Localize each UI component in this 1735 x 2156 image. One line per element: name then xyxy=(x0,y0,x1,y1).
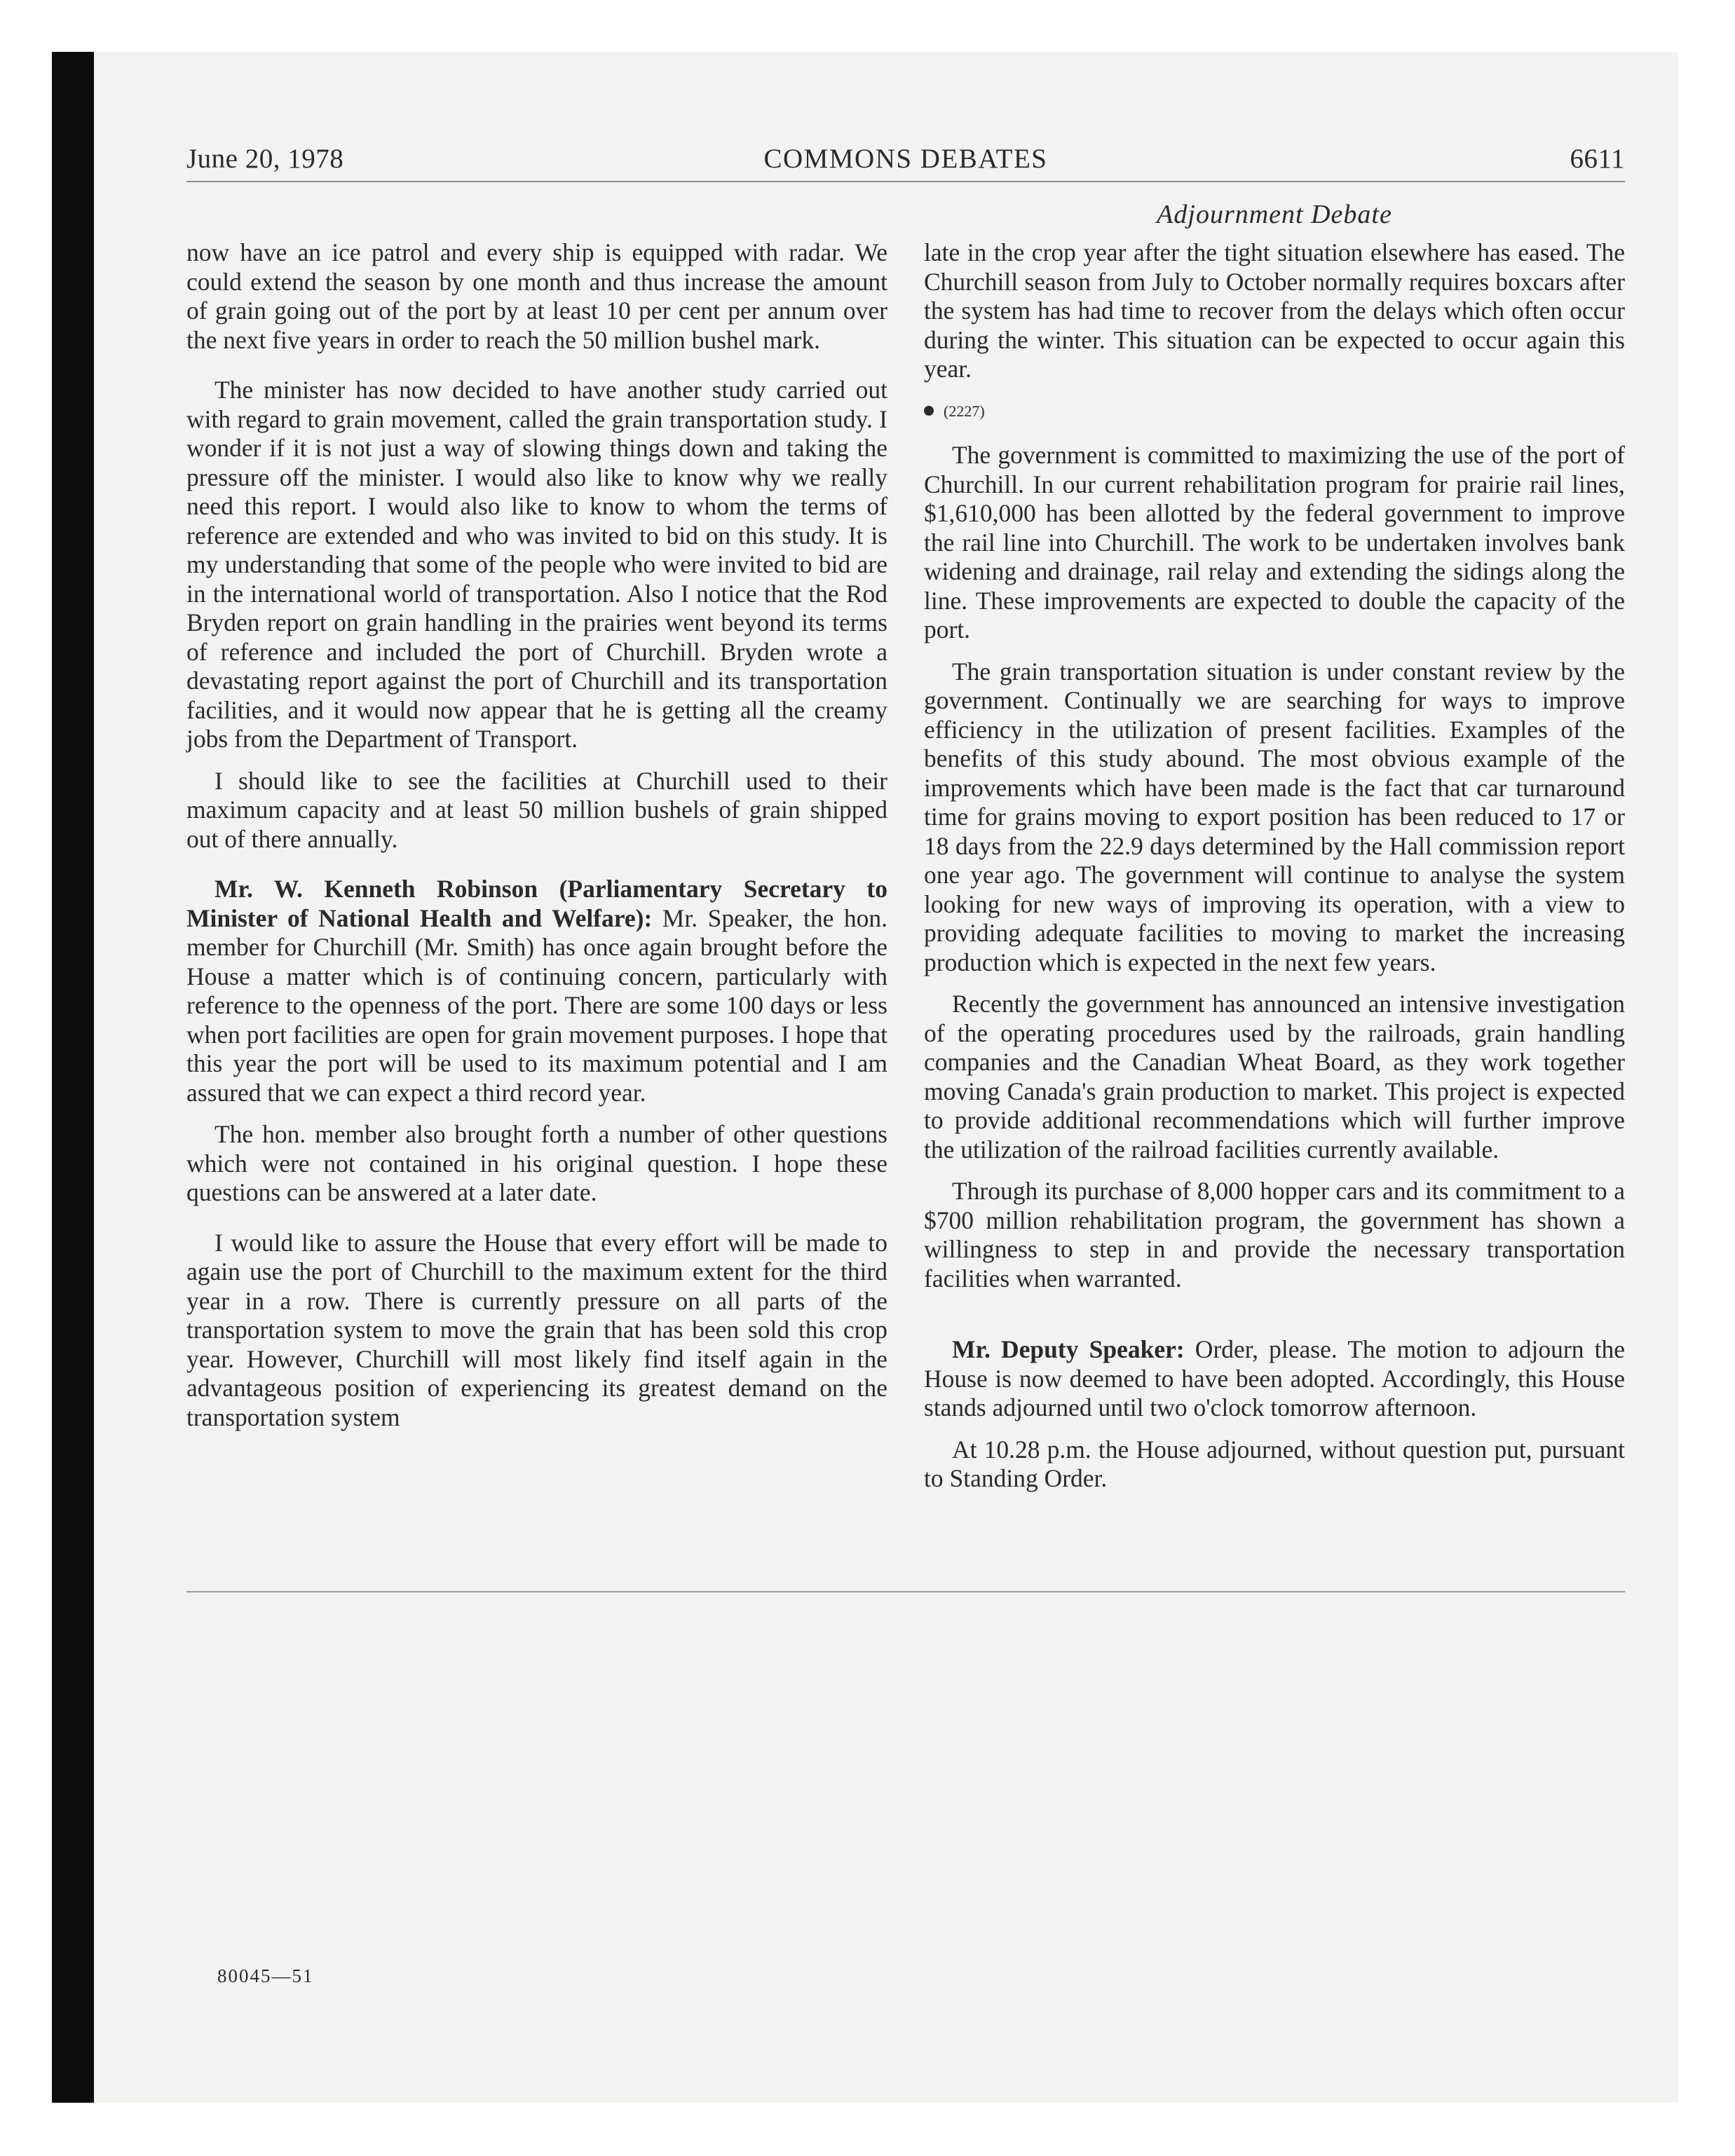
paragraph: I should like to see the facilities at Churchill used to their maximum capacity and at least 50 million bushels of grain shipped out of there annually. xyxy=(186,766,887,853)
paragraph: late in the crop year after the tight situation elsewhere has eased. The Churchill season from July to October normally requires boxcars after the system has had time to recover from the delays which often occur during the winter. This situation can be expected to occur again this year. xyxy=(924,238,1625,383)
publication-title: COMMONS DEBATES xyxy=(763,144,1048,174)
paragraph: The government is committed to maximizing the use of the port of Churchill. In our current rehabilitation program for prairie rail lines, $1,610,000 has been allotted by the federal government to improve the rail line into Churchill. The work to be undertaken involves bank widening and drainage, rail relay and extending the sidings along the line. These improvements are expected to double the capacity of the port. xyxy=(924,441,1625,643)
paragraph: now have an ice patrol and every ship is equipped with radar. We could extend the season by one month and thus increase the amount of grain going out of the port by at least 10 per cent per annum over the next five years in order to reach the 50 million bushel mark. xyxy=(186,238,887,354)
page-header xyxy=(186,143,1625,182)
paragraph: At 10.28 p.m. the House adjourned, without question put, pursuant to Standing Order. xyxy=(924,1435,1625,1492)
paragraph: Recently the government has announced an intensive investigation of the operating procedures used by the railroads, grain handling companies and the Canadian Wheat Board, as they work together moving Canada's grain production to market. This project is expected to provide additional recommendations which will further improve the utilization of the railroad facilities currently available. xyxy=(924,990,1625,1164)
running-head: Adjournment Debate xyxy=(1157,200,1392,229)
speech-text: Order, please. The motion to adjourn the House is now deemed to have been adopted. Accordingly, this House stands adjourned until two o'clock tomorrow afternoon. xyxy=(924,1335,1625,1421)
speech-paragraph xyxy=(186,875,887,1107)
paragraph: The hon. member also brought forth a number of other questions which were not contained in his original question. I hope these questions can be answered at a later date. xyxy=(186,1120,887,1206)
left-column xyxy=(186,238,887,1445)
speech-text: Mr. Speaker, the hon. member for Churchill (Mr. Smith) has once again brought before the House a matter which is of continuing concern, particularly with reference to the openness of the port. There are some 100 days or less when port facilities are open for grain movement purposes. I hope that this year the port will be used to its maximum potential and I am assured that we can expect a third record year. xyxy=(186,903,887,1107)
binding-edge xyxy=(52,52,94,2103)
paragraph: The minister has now decided to have another study carried out with regard to grain movement, called the grain transportation study. I wonder if it is not just a way of slowing things down and taking the pressure off the minister. I would also like to know why we really need this report. I would also like to know to whom the terms of reference are extended and who was invited to bid on this study. It is my understanding that some of the people who were invited to bid are in the international world of transportation. Also I notice that the Rod Bryden report on grain handling in the prairies went beyond its terms of reference and included the port of Churchill. Bryden wrote a devastating report against the port of Churchill and its transportation facilities, and it would now appear that he is getting all the creamy jobs from the Department of Transport. xyxy=(186,376,887,753)
speech-paragraph xyxy=(924,1335,1625,1423)
bullet-icon xyxy=(924,406,934,416)
speaker-name: Mr. Deputy Speaker: xyxy=(952,1335,1185,1363)
header-date: June 20, 1978 xyxy=(186,144,344,174)
paragraph: I would like to assure the House that every effort will be made to again use the port of Churchill to the maximum extent for the third year in a row. There is currently pressure on all parts of the transportation system to move the grain that has been sold this crop year. However, Churchill will most likely find itself again in the advantageous position of experiencing its greatest demand on the transportation system xyxy=(186,1228,887,1431)
time-marker xyxy=(924,397,1625,426)
footer-rule xyxy=(186,1591,1625,1592)
speaker-name: Mr. W. Kenneth Robinson (Parliamentary Secretary to Minister of National Health and Welfare): xyxy=(186,875,887,932)
printer-code: 80045—51 xyxy=(217,1965,314,1986)
time-marker-label: (2227) xyxy=(944,402,985,420)
header-rule xyxy=(186,181,1625,182)
paragraph: The grain transportation situation is under constant review by the government. Continually we are searching for ways to improve efficiency in the utilization of present facilities. Examples of the benefits of this study abound. The most obvious example of the improvements which have been made is the fact that car turnaround time for grains moving to export position has been reduced to 17 or 18 days from the 22.9 days determined by the Hall commission report one year ago. The government will continue to analyse the system looking for new ways of improving its operation, with a view to providing adequate facilities to moving to market the increasing production which is expected in the next few years. xyxy=(924,657,1625,976)
right-column xyxy=(924,238,1625,1506)
paragraph: Through its purchase of 8,000 hopper cars and its commitment to a $700 million rehabilitation program, the government has shown a willingness to step in and provide the necessary transportation facilities when warranted. xyxy=(924,1177,1625,1292)
page-number: 6611 xyxy=(1570,144,1625,174)
